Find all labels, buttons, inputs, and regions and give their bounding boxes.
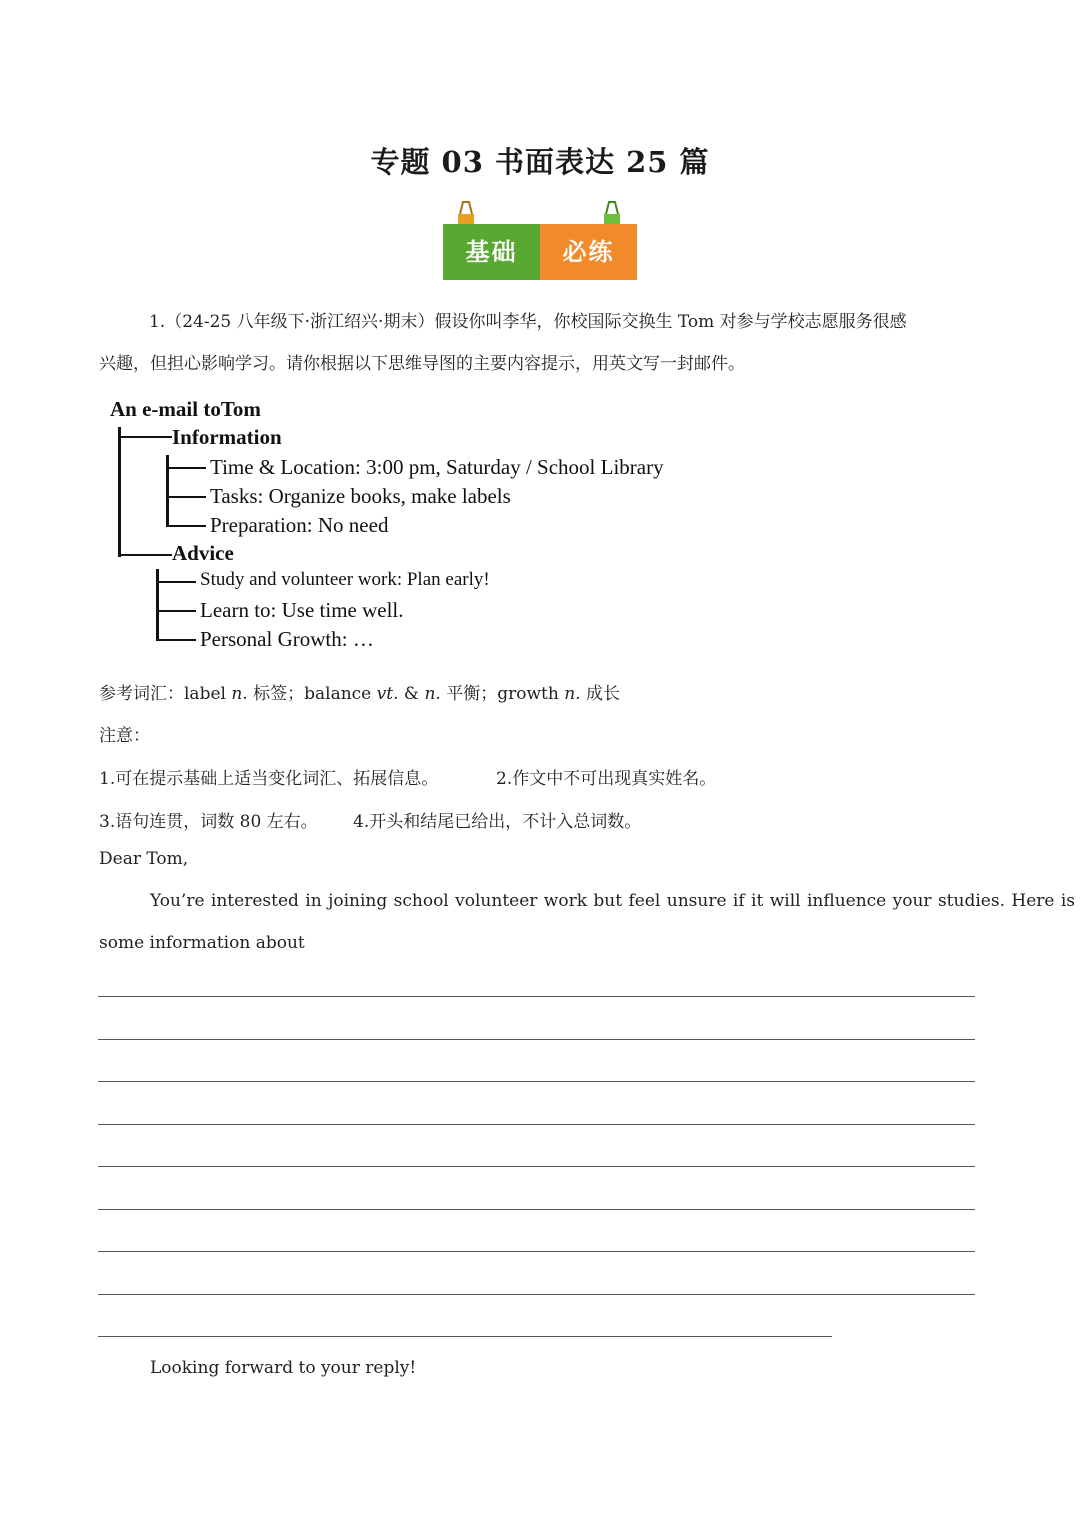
- mindmap-advice-item: Learn to: Use time well.: [200, 598, 404, 622]
- mindmap-connector: [166, 467, 206, 469]
- vocab-pos: n.: [564, 684, 581, 704]
- mindmap-advice-label: Advice: [172, 541, 234, 565]
- vocab-text: 平衡；growth: [440, 684, 565, 704]
- mindmap-connector: [166, 525, 206, 527]
- answer-line[interactable]: [98, 1209, 975, 1210]
- note-item: 2.作文中不可出现真实姓名。: [496, 769, 717, 789]
- question-prompt: [99, 301, 984, 385]
- reference-vocabulary: [99, 679, 620, 704]
- answer-line[interactable]: [98, 996, 975, 997]
- vocab-text: 标签；balance: [247, 684, 377, 704]
- vocab-pos: n.: [424, 684, 441, 704]
- mindmap-connector: [156, 610, 196, 612]
- question-line-2: 兴趣，但担心影响学习。请你根据以下思维导图的主要内容提示，用英文写一封邮件。: [99, 354, 745, 374]
- answer-line[interactable]: [98, 1081, 975, 1082]
- mindmap-connector: [166, 496, 206, 498]
- badge-right-text: 必练: [562, 238, 615, 266]
- note-item: 1.可在提示基础上适当变化词汇、拓展信息。: [99, 769, 439, 789]
- page-title: 专题 03 书面表达 25 篇: [370, 145, 710, 179]
- note-item: 3.语句连贯，词数 80 左右。: [99, 812, 318, 832]
- answer-line[interactable]: [98, 1166, 975, 1167]
- mindmap-advice-item: Personal Growth: …: [200, 627, 374, 651]
- letter-opening-line-1: You’re interested in joining school volunteer work but feel unsure if it will influence your studies. Here is: [150, 891, 1076, 911]
- section-badge: [443, 200, 637, 280]
- mindmap-connector: [166, 455, 169, 527]
- letter-opening-line-2: some information about: [99, 933, 305, 953]
- mindmap-connector: [156, 639, 196, 641]
- mindmap-connector: [118, 554, 172, 556]
- question-line-1: （24-25 八年级下·浙江绍兴·期末）假设你叫李华，你校国际交换生 Tom 对参与学校志愿服务很感: [165, 312, 907, 332]
- mind-map: [100, 395, 700, 665]
- mindmap-connector: [118, 427, 121, 557]
- answer-line[interactable]: [98, 1294, 975, 1295]
- vocab-pos: vt.: [376, 684, 399, 704]
- mindmap-info-item: Preparation: No need: [210, 513, 389, 537]
- mindmap-info-item: Tasks: Organize books, make labels: [210, 484, 511, 508]
- mindmap-connector: [118, 436, 172, 438]
- mindmap-connector: [156, 569, 159, 641]
- vocab-text: 成长: [580, 684, 620, 704]
- answer-line[interactable]: [98, 1039, 975, 1040]
- badge-left-text: 基础: [465, 238, 518, 266]
- answer-line[interactable]: [98, 1336, 832, 1337]
- vocab-text: &: [398, 684, 425, 704]
- vocab-text: 参考词汇：label: [99, 684, 232, 704]
- letter-greeting: Dear Tom,: [99, 849, 189, 869]
- mindmap-advice-item: Study and volunteer work: Plan early!: [200, 569, 490, 590]
- vocab-pos: n.: [231, 684, 248, 704]
- mindmap-root: An e-mail toTom: [110, 397, 261, 421]
- question-number: 1.: [149, 312, 166, 332]
- note-item: 4.开头和结尾已给出，不计入总词数。: [353, 812, 642, 832]
- mindmap-info-item: Time & Location: 3:00 pm, Saturday / School Library: [210, 455, 664, 479]
- answer-line[interactable]: [98, 1251, 975, 1252]
- letter-closing: Looking forward to your reply!: [150, 1358, 417, 1378]
- notes-heading: 注意：: [99, 726, 150, 746]
- mindmap-information-label: Information: [172, 425, 282, 449]
- answer-line[interactable]: [98, 1124, 975, 1125]
- mindmap-connector: [156, 581, 196, 583]
